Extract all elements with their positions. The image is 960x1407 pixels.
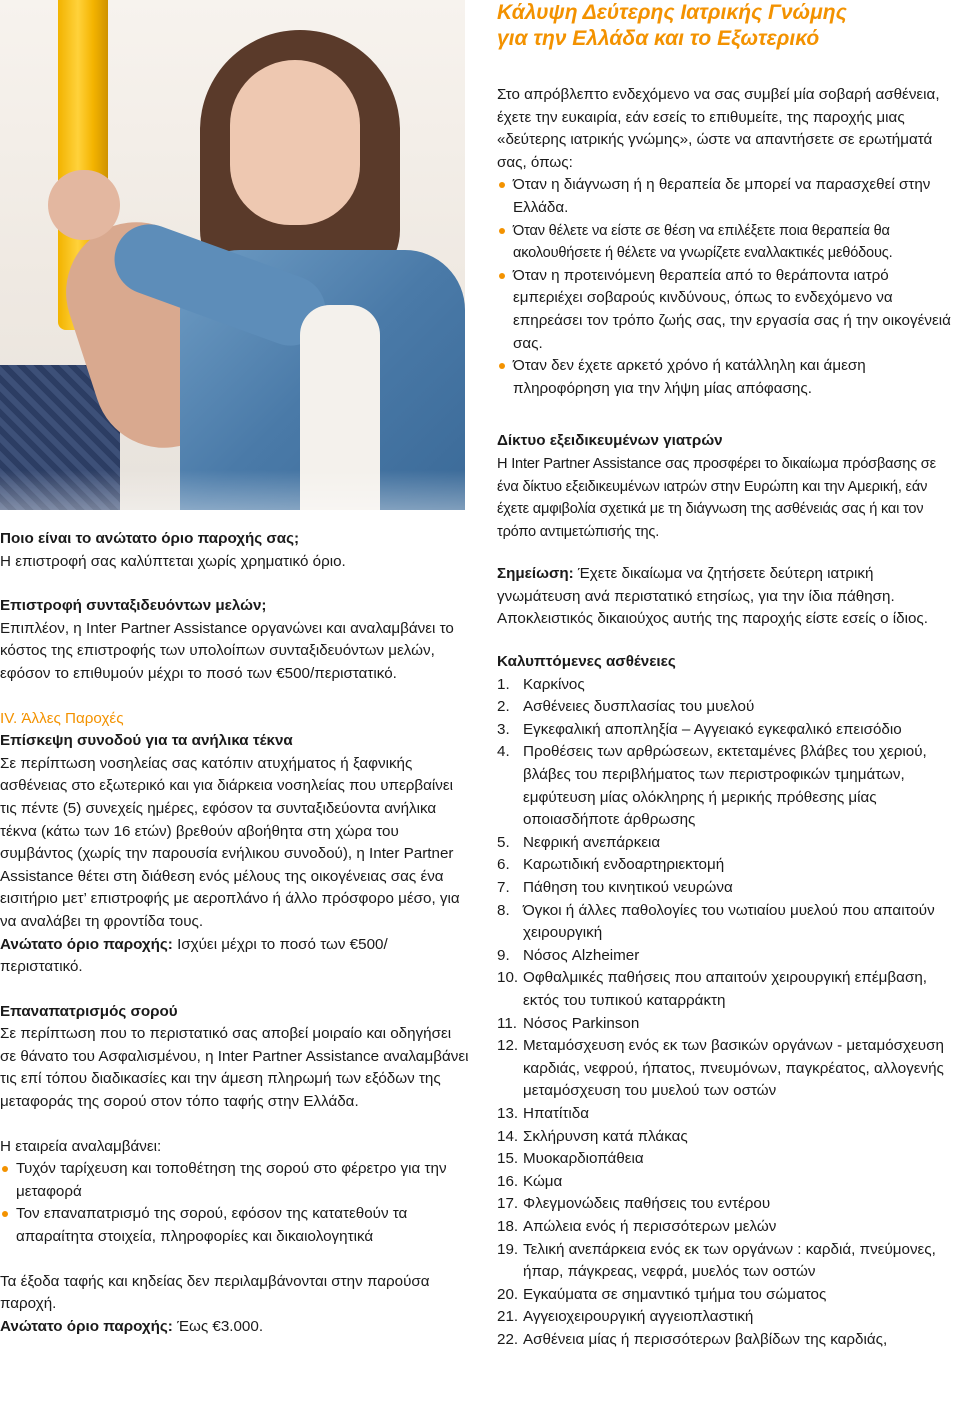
disease-item xyxy=(497,1013,960,1036)
disease-text: Εγκαύματα σε σημαντικό τμήμα του σώματος xyxy=(523,1285,827,1303)
disease-text: Απώλεια ενός ή περισσότερων μελών xyxy=(523,1217,777,1235)
hand-on-pole-shape xyxy=(48,170,120,240)
other-benefits-heading: IV. Άλλες Παροχές xyxy=(0,709,124,727)
disease-number: 10. xyxy=(497,969,519,987)
bullet-item: Όταν θέλετε να είστε σε θέση να επιλέξετε ποια θεραπεία θα ακολουθήσετε ή θέλετε να γνωρίζετε εναλλακτικές μεθόδους. xyxy=(497,220,960,265)
repatriation-bullets xyxy=(0,1158,470,1248)
disease-text: Μεταμόσχευση ενός εκ των βασικών οργάνων - μεταμόσχευση καρδιάς, νεφρού, ήπατος, πνευμόνων, παγκρέατος, αλλογενής μεταμόσχευση του μυελού των οστών xyxy=(523,1037,944,1100)
disease-item xyxy=(497,1148,960,1171)
disease-number: 7. xyxy=(497,879,510,896)
disease-item xyxy=(497,674,960,697)
disease-text: Οφθαλμικές παθήσεις που απαιτούν χειρουργική επέμβαση, εκτός του τυπικού καταρράκτη xyxy=(523,969,927,1009)
members-return-heading: Επιστροφή συνταξιδευόντων μελών; xyxy=(0,597,267,615)
face-shape xyxy=(230,60,360,225)
right-column xyxy=(497,0,960,1351)
disease-item xyxy=(497,854,960,877)
disease-number: 6. xyxy=(497,856,510,874)
disease-item xyxy=(497,877,960,900)
disease-number: 22. xyxy=(497,1330,519,1348)
diseases-list xyxy=(497,674,960,1352)
company-covers-label: Η εταιρεία αναλαμβάνει: xyxy=(0,1137,162,1155)
disease-text: Νόσος Parkinson xyxy=(523,1014,640,1032)
bullet-item: Όταν η διάγνωση ή η θεραπεία δε μπορεί να παρασχεθεί στην Ελλάδα. xyxy=(497,174,960,219)
disease-text: Τελική ανεπάρκεια ενός εκ των οργάνων : καρδιά, πνεύμονες, ήπαρ, πάγκρεας, νεφρά, μυελός των οστών xyxy=(523,1240,936,1281)
disease-item xyxy=(497,1284,960,1307)
disease-item xyxy=(497,1103,960,1126)
disease-item xyxy=(497,832,960,855)
disease-number: 11. xyxy=(497,1014,517,1032)
disease-text: Ασθένεια μίας ή περισσότερων βαλβίδων της καρδιάς, xyxy=(523,1330,888,1348)
bullet-item: Όταν δεν έχετε αρκετό χρόνο ή κατάλληλη και άμεση πληροφόρηση για την λήψη μίας απόφασης. xyxy=(497,355,960,400)
minor-children-visit-text: Σε περίπτωση νοσηλείας σας κατόπιν ατυχήματος ή ξαφνικής ασθένειας στο εξωτερικό και για διάρκεια νοσηλείας που υπερβαίνει τις πέντε (5) συνεχείς ημέρες, εφόσον τα συνταξιδεύοντα ανήλικα τέκνα (κάτω των 16 ετών) βρεθούν αβοήθητα στη χώρα του συμβάντος (χωρίς την παρουσία ενήλικου συνοδού), η Inter Partner Assistance θέτει στη διάθεση ενός μέλους της οικογένειας σας ένα εισιτήριο μετ’ επιστροφής με αεροπλάνο ή άλλο πρόσφορο μέσο, για να αναλάβει τη φροντίδα τους. xyxy=(0,754,460,930)
disease-item xyxy=(497,1216,960,1239)
visit-limit: Ανώτατο όριο παροχής: Ισχύει μέχρι το ποσό των €500/περιστατικό. xyxy=(0,935,388,976)
disease-item xyxy=(497,1329,960,1352)
disease-number: 3. xyxy=(497,720,510,738)
repatriation-heading: Επαναπατρισμός σορού xyxy=(0,1002,178,1020)
disease-number: 14. xyxy=(497,1127,519,1145)
disease-number: 20. xyxy=(497,1285,519,1303)
disease-text: Καρκίνος xyxy=(523,675,585,693)
minor-children-visit-heading: Επίσκεψη συνοδού για τα ανήλικα τέκνα xyxy=(0,732,293,750)
disease-item xyxy=(497,1239,960,1284)
disease-text: Προθέσεις των αρθρώσεων, εκτεταμένες βλάβες του χεριού, βλάβες του περιβλήματος των περιστροφικών τμημάτων, εμφύτευση μίας ολόκληρης ή μερικής πρόθεσης μίας οποιασδήποτε άρθρωσης xyxy=(523,743,927,829)
members-return-text: Επιπλέον, η Inter Partner Assistance οργανώνει και αναλαμβάνει το κόστος της επιστροφής των υπολοίπων συνταξιδευόντων μελών, εφόσον το επιθυμούν μέχρι το ποσό των €500/περιστατικό. xyxy=(0,619,454,682)
funeral-costs-text: Τα έξοδα ταφής και κηδείας δεν περιλαμβάνονται στην παρούσα παροχή. xyxy=(0,1272,430,1313)
disease-number: 9. xyxy=(497,946,510,964)
disease-text: Μυοκαρδιοπάθεια xyxy=(523,1150,644,1168)
disease-item xyxy=(497,696,960,719)
disease-number: 1. xyxy=(497,675,510,693)
disease-text: Αγγειοχειρουργική αγγειοπλαστική xyxy=(523,1308,754,1326)
disease-number: 2. xyxy=(497,698,510,716)
second-opinion-bullets xyxy=(497,174,960,400)
disease-number: 18. xyxy=(497,1217,519,1235)
disease-text: Νεφρική ανεπάρκεια xyxy=(523,833,661,851)
disease-number: 21. xyxy=(497,1308,519,1326)
repatriation-text: Σε περίπτωση που το περιστατικό σας αποβεί μοιραίο και οδηγήσει σε θάνατο του Ασφαλισμένου, η Inter Partner Assistance αναλαμβάνει τις επί τόπου διαδικασίες και την άμεση πληρωμή των εξόδων της μεταφοράς της σορού στον τόπο ταφής στην Ελλάδα. xyxy=(0,1025,469,1111)
bullet-item: Όταν η προτεινόμενη θεραπεία από το θεράποντα ιατρό εμπεριέχει σοβαρούς κινδύνους, όπως το ενδεχόμενο να επηρεάσει τον τρόπο ζωής σας, την εργασία σας ή την οικογένειά σας. xyxy=(497,265,960,355)
disease-item xyxy=(497,1171,960,1194)
disease-item xyxy=(497,741,960,831)
disease-text: Καρωτιδική ενδοαρτηριεκτομή xyxy=(523,856,725,874)
network-text: Η Inter Partner Assistance σας προσφέρει το δικαίωμα πρόσβασης σε ένα δίκτυο εξειδικευμένων ιατρών στην Ευρώπη και την Αμερική, εάν έχετε αμφιβολία σχετικά με τη διάγνωση της ασθένειάς σας ή και τον τρόπο αντιμετώπισής της. xyxy=(497,455,936,540)
disease-item xyxy=(497,1193,960,1216)
disease-item xyxy=(497,967,960,1012)
diseases-heading: Καλυπτόμενες ασθένειες xyxy=(497,653,676,671)
disease-number: 17. xyxy=(497,1195,519,1213)
disease-text: Ηπατίτιδα xyxy=(523,1104,589,1122)
disease-number: 16. xyxy=(497,1172,519,1190)
disease-number: 12. xyxy=(497,1037,519,1055)
disease-item xyxy=(497,1035,960,1103)
disease-item xyxy=(497,1126,960,1149)
note-label: Σημείωση: xyxy=(497,565,574,583)
disease-text: Όγκοι ή άλλες παθολογίες του νωτιαίου μυελού που απαιτούν χειρουργική xyxy=(523,901,935,942)
network-heading: Δίκτυο εξειδικευμένων γιατρών xyxy=(497,432,723,450)
disease-item xyxy=(497,900,960,945)
disease-item xyxy=(497,1306,960,1329)
repatriation-limit: Ανώτατο όριο παροχής: Έως €3.000. xyxy=(0,1317,264,1335)
disease-text: Εγκεφαλική αποπληξία – Αγγειακό εγκεφαλικό επεισόδιο xyxy=(523,720,902,738)
disease-text: Ασθένειες δυσπλασίας του μυελού xyxy=(523,698,755,716)
bullet-item: Τυχόν ταρίχευση και τοποθέτηση της σορού στο φέρετρο για την μεταφορά xyxy=(0,1158,470,1203)
disease-item xyxy=(497,719,960,742)
bullet-item: Τον επαναπατρισμό της σορού, εφόσον της κατατεθούν τα απαραίτητα στοιχεία, πληροφορίες και δικαιολογητικά xyxy=(0,1203,470,1248)
disease-text: Φλεγμονώδεις παθήσεις του εντέρου xyxy=(523,1195,771,1213)
disease-text: Κώμα xyxy=(523,1172,563,1190)
disease-item xyxy=(497,945,960,968)
disease-number: 19. xyxy=(497,1240,519,1258)
section-title: Κάλυψη Δεύτερης Ιατρικής Γνώμης για την Ελλάδα και το Εξωτερικό xyxy=(497,1,847,50)
disease-number: 5. xyxy=(497,833,510,851)
max-limit-heading: Ποιο είναι το ανώτατο όριο παροχής σας; xyxy=(0,530,300,547)
second-opinion-intro: Στο απρόβλεπτο ενδεχόμενο να σας συμβεί μία σοβαρή ασθένεια, έχετε την ευκαιρία, εάν εσείς το επιθυμείτε, της παροχής μιας «δεύτερης ιατρικής γνώμης», ώστε να απαντήσετε σε ερωτήματά σας, όπως: xyxy=(497,86,940,171)
max-limit-text: Η επιστροφή σας καλύπτεται χωρίς χρηματικό όριο. xyxy=(0,552,346,570)
disease-text: Νόσος Alzheimer xyxy=(523,946,640,964)
disease-number: 4. xyxy=(497,743,510,761)
disease-number: 15. xyxy=(497,1150,519,1168)
left-column xyxy=(0,528,470,1338)
disease-number: 8. xyxy=(497,901,510,919)
disease-text: Πάθηση του κινητικού νευρώνα xyxy=(523,879,733,896)
disease-text: Σκλήρυνση κατά πλάκας xyxy=(523,1127,688,1145)
disease-number: 13. xyxy=(497,1104,519,1122)
woman-on-bus-photo xyxy=(0,0,465,510)
note-paragraph: Σημείωση: Έχετε δικαίωμα να ζητήσετε δεύτερη ιατρική γνωμάτευση ανά περιστατικό ετησίως, για την ίδια πάθηση. Αποκλειστικός δικαιούχος αυτής της παροχής είστε εσείς ο ίδιος. xyxy=(497,565,928,628)
